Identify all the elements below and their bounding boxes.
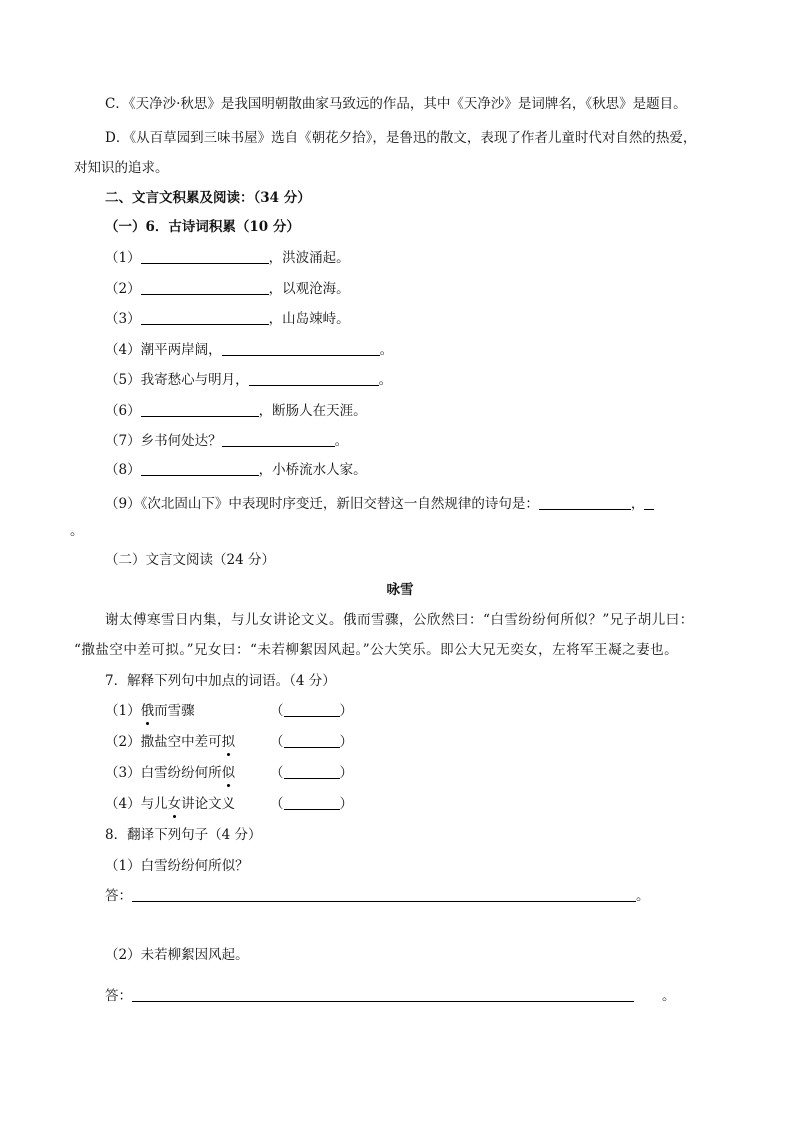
paren-open: （ (270, 765, 284, 781)
item-text: ，以观沧海。 (268, 281, 350, 297)
fill-blank[interactable] (644, 495, 654, 510)
fill-blank[interactable] (141, 310, 269, 325)
option-d-line1: D．《从百草园到三味书屋》选自《朝花夕拾》，是鲁迅的散文，表现了作者儿童时代对自然的热爱， (105, 130, 697, 146)
item-number: （5） (105, 372, 141, 388)
q8-answer-1 (105, 886, 650, 906)
fill-blank[interactable] (222, 432, 335, 447)
answer-blank[interactable] (284, 795, 340, 810)
q7-answer-1 (270, 701, 353, 721)
answer-blank[interactable] (284, 702, 340, 717)
paren-open: （ (270, 796, 284, 812)
item-text: ，小桥流水人家。 (258, 462, 367, 478)
fill-blank[interactable] (249, 371, 379, 386)
passage-line-2: “撒盐空中差可拟。”兄女曰：“未若柳絮因风起。”公大笑乐。即公大兄无奕女，左将军王凝之妻也。 (74, 642, 679, 658)
poem-item-9-end: 。 (70, 523, 84, 539)
answer-label: 答： (105, 988, 132, 1004)
q7-item-1 (105, 701, 195, 721)
item-number: （1） (105, 703, 141, 719)
item-number: （3） (105, 765, 141, 781)
option-d-line2: 对知识的追求。 (74, 160, 169, 176)
item-number: （2） (105, 281, 141, 297)
q7-item-4 (105, 794, 235, 814)
item-number: （4） (105, 342, 141, 358)
item-sep: ， (630, 496, 645, 512)
answer-line[interactable] (132, 887, 636, 902)
poem-item-7 (105, 431, 348, 451)
item-text: 我寄愁心与明月， (140, 372, 249, 388)
answer-blank[interactable] (284, 764, 340, 779)
dotted-word: 拟 (221, 734, 236, 750)
q7-item-3 (105, 763, 235, 783)
q8-sentence-1: （1）白雪纷纷何所似？ (105, 858, 249, 874)
poem-item-8 (105, 460, 367, 480)
fill-blank[interactable] (141, 249, 269, 264)
option-c: C．《天净沙·秋思》是我国明朝散曲家马致远的作品，其中《天净沙》是词牌名，《秋思》是题目。 (105, 96, 687, 112)
poem-item-1 (105, 248, 350, 268)
q7-heading: 7．解释下列句中加点的词语。（4 分） (105, 673, 336, 689)
item-text: 潮平两岸阔， (140, 342, 222, 358)
answer-label: 答： (105, 888, 132, 904)
item-text: ，洪波涌起。 (268, 250, 350, 266)
q7-answer-2 (270, 732, 353, 752)
item-number: （2） (105, 734, 141, 750)
item-end: 。 (334, 433, 349, 449)
passage-title: 咏雪 (386, 582, 414, 598)
passage-line-1: 谢太傅寒雪日内集，与儿女讲论文义。俄而雪骤，公欣然曰：“白雪纷纷何所似？”兄子胡儿曰： (105, 612, 694, 628)
item-number: （7） (105, 433, 141, 449)
paren-close: ） (339, 703, 353, 719)
paren-close: ） (339, 765, 353, 781)
fill-blank[interactable] (539, 495, 631, 510)
answer-end: 。 (636, 888, 650, 904)
answer-blank[interactable] (284, 733, 340, 748)
item-number: （1） (105, 250, 141, 266)
poem-item-5 (105, 370, 392, 390)
paren-open: （ (270, 703, 284, 719)
item-text: 而雪骤 (154, 703, 195, 719)
item-number: （4） (105, 796, 141, 812)
item-text: 与儿 (140, 796, 168, 812)
item-end: 。 (379, 342, 394, 358)
dotted-word: 似 (221, 765, 236, 781)
q7-answer-4 (270, 794, 353, 814)
poem-item-4 (105, 340, 393, 360)
section-heading: 二、文言文积累及阅读：（34 分） (105, 190, 311, 206)
fill-blank[interactable] (141, 402, 259, 417)
item-text: 讲论文义 (181, 796, 236, 812)
item-text: 撒盐空中差可 (140, 734, 222, 750)
item-text: （9）《次北固山下》中表现时序变迁，新旧交替这一自然规律的诗句是： (105, 496, 539, 512)
item-number: （8） (105, 462, 141, 478)
paren-open: （ (270, 734, 284, 750)
item-number: （6） (105, 403, 141, 419)
answer-line[interactable] (132, 987, 634, 1002)
part1-heading: （一）6．古诗词积累（10 分） (105, 219, 300, 235)
item-text: ，断肠人在天涯。 (258, 403, 367, 419)
q8-sentence-2: （2）未若柳絮因风起。 (105, 947, 249, 963)
poem-item-9 (105, 494, 654, 514)
item-text: 白雪纷纷何所 (140, 765, 222, 781)
item-end: 。 (378, 372, 393, 388)
item-text: ，山岛竦峙。 (268, 311, 350, 327)
q7-answer-3 (270, 763, 353, 783)
q7-item-2 (105, 732, 235, 752)
part2-heading: （二）文言文阅读（24 分） (105, 552, 275, 568)
fill-blank[interactable] (141, 461, 259, 476)
item-text: 乡书何处达？ (140, 433, 222, 449)
q8-answer-2-end: 。 (662, 988, 676, 1004)
paren-close: ） (339, 734, 353, 750)
fill-blank[interactable] (141, 280, 269, 295)
fill-blank[interactable] (222, 341, 380, 356)
item-number: （3） (105, 311, 141, 327)
q8-heading: 8．翻译下列句子（4 分） (105, 827, 262, 843)
dotted-word: 俄 (140, 703, 155, 719)
paren-close: ） (339, 796, 353, 812)
q8-answer-2 (105, 986, 634, 1006)
dotted-word: 女 (167, 796, 182, 812)
poem-item-2 (105, 279, 350, 299)
poem-item-3 (105, 309, 350, 329)
poem-item-6 (105, 401, 367, 421)
